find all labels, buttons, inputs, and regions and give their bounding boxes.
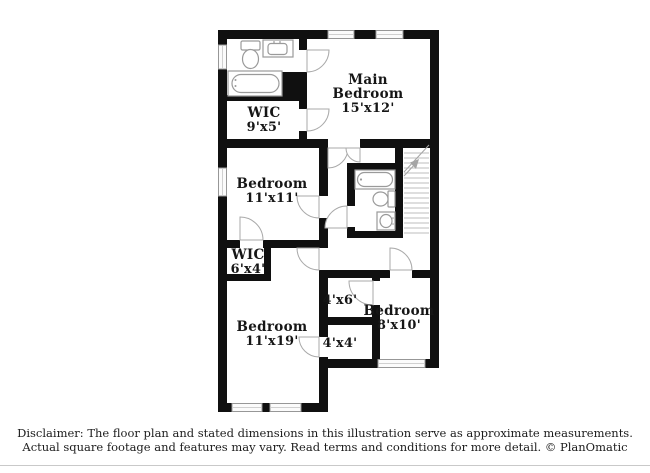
- window: [376, 31, 403, 39]
- window: [232, 404, 262, 412]
- bathtub-fixture: [228, 71, 282, 96]
- door-swing: [299, 337, 319, 357]
- bathtub-fixture: [355, 170, 395, 189]
- sink-vanity-fixture: [377, 212, 395, 230]
- room-label-bedroom-11x11: Bedroom 11'x11': [236, 176, 308, 206]
- door-swing: [346, 148, 360, 162]
- window: [378, 360, 425, 368]
- disclaimer-line-1: Disclaimer: The floor plan and stated dimensions in this illustration serve as approximate measurements.: [17, 426, 633, 440]
- toilet-fixture: [373, 191, 395, 207]
- door-swing: [325, 206, 347, 228]
- door-swing: [307, 109, 329, 131]
- sink-vanity-fixture: [263, 40, 293, 57]
- window: [219, 45, 227, 69]
- door-swing: [297, 196, 319, 218]
- room-label-bedroom-8x10: Bedroom 8'x10': [363, 303, 435, 333]
- bottom-divider: [0, 465, 650, 466]
- room-label-closet-4x4: 4'x4': [322, 336, 358, 351]
- room-label-closet-4x6: 4'x6': [322, 293, 358, 308]
- door-swing: [240, 217, 263, 240]
- window: [219, 168, 227, 196]
- room-label-main-bedroom: Main Bedroom 15'x12': [332, 72, 404, 116]
- window: [328, 31, 354, 39]
- door-swing: [297, 248, 319, 270]
- disclaimer: [0, 426, 650, 454]
- room-label-wic-6x4: WIC 6'x4': [230, 247, 266, 277]
- room-label-bedroom-11x19: Bedroom 11'x19': [236, 319, 308, 349]
- door-swing: [390, 248, 412, 270]
- door-swing: [307, 50, 329, 72]
- disclaimer-line-2: Actual square footage and features may vary. Read terms and conditions for more detail. © PlanOmatic: [22, 440, 628, 454]
- room-label-wic-9x5: WIC 9'x5': [246, 105, 282, 135]
- staircase: [404, 145, 429, 233]
- window: [270, 404, 301, 412]
- toilet-fixture: [241, 41, 260, 69]
- door-swing: [328, 148, 348, 168]
